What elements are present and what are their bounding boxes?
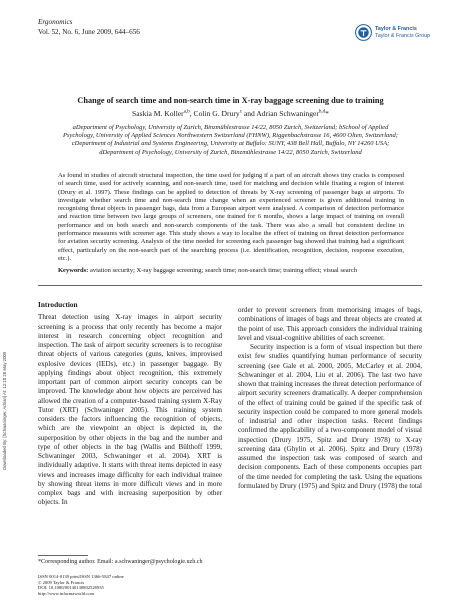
introduction-heading: Introduction xyxy=(38,300,78,309)
issn-line: ISSN 0014-0139 print/ISSN 1366-5847 online xyxy=(38,574,124,579)
journal-volume-line: Vol. 52, No. 6, June 2009, 644–656 xyxy=(38,27,140,36)
footnote-divider xyxy=(38,555,88,556)
affiliation-line: cDepartment of Industrial and Systems Engineering, University at Buffalo: SUNY, 438 Bell Hall, Buffalo, NY 14260 USA; xyxy=(71,140,390,148)
copyright-line: © 2009 Taylor & Francis xyxy=(38,579,85,585)
publisher-name: Taylor & Francis xyxy=(375,25,417,32)
body-paragraph: order to prevent screeners from memorising images of bags, combinations of images of bags and threat objects are created at the point of use. This approach considers the individual training level and visual-cognitive abilities of each screener. xyxy=(238,306,422,342)
journal-header xyxy=(38,18,140,37)
keywords xyxy=(58,267,404,275)
taylor-francis-logo-icon xyxy=(355,24,372,41)
corresponding-author-footnote: *Corresponding author. Email: a.schwaninger@psychologie.uzh.ch xyxy=(38,559,203,565)
section-divider xyxy=(38,285,422,286)
journal-name: Ergonomics xyxy=(38,18,73,26)
issn-block xyxy=(38,574,124,597)
body-paragraph: Security inspection is a form of visual inspection but there exist few studies quantifying human performance of security screening (see Gale et al. 2000, 2005, McCarley et al. 2004, Schwaninger et al. 2004, Liu et al. 2006). The last two have shown that training increases the threat detection performance of airport security screeners dramatically. A deeper comprehension of the effect of training could be gained if the specific task of security inspection could be compared to more general models of industrial and other inspection tasks. Recent findings confirmed the applicability of a two-component model of visual inspection (Drury 1975, Spitz and Drury 1978) to X-ray screening data (Ghylin et al. 2006). Spitz and Drury (1978) assumed the inspection task was composed of search and decision components. Each of these components occupies part of the time needed for completing the task. Using the equations formulated by Drury (1975) and Spitz and Drury (1978) the total xyxy=(238,343,422,490)
keywords-list: aviation security; X-ray baggage screening; search time; non-search time; training effect; visual search xyxy=(89,267,357,274)
affiliation-line: dDepartment of Psychology, University of Zurich, Binzmühlestrasse 14/22, 8050 Zurich, Switzerland xyxy=(99,148,362,156)
affiliation-line: Psychology, University of Applied Sciences Northwestern Switzerland (FHNW), Riggenbachstrasse 16, 4600 Olten, Switzerland; xyxy=(63,132,398,140)
download-stamp xyxy=(0,280,12,470)
doi-line: DOI: 10.1080/00140130802526935 xyxy=(38,585,104,591)
download-stamp-text: Downloaded By: [Schwaninger, Adrian] At: 12:10 28 May 2009 xyxy=(2,351,7,470)
publisher-url[interactable]: http://www.informaworld.com xyxy=(38,591,95,597)
article-authors: Saskia M. Koller$^{a,b}$, Colin G. Drury$^c$ and Adrian Schwaninger$^{b,d}$* xyxy=(132,109,329,118)
abstract: As found in studies of aircraft structural inspection, the time used for judging if a part of an aircraft shows tiny cracks is composed of search time, used for actively scanning, and non-search time, used for matching and decision while fixating a region of interest (Drury et al. 1997). These findings can be applied to detection of threats by X-ray screening of passenger bags at airports. To investigate whether search time and non-search time change when an experienced screener is given additional training in recognising threat objects in passenger bags, data from a European airport were analysed. A comparison of detection performance and reaction time between two large groups of screeners, one trained for 6 months, shows a large impact of training on overall performance and on both search and non-search components of the task. There was also a small but consistent decline in performance measures with screener age. This study shows a way to localise the effect of training on threat detection performance for aviation security screening. Analysis of the time needed for screening each passenger bag showed that training had a significant effect, particularly on the non-search part of the searching process (i.e. identification, recognition, decision, response execution, etc.). xyxy=(58,172,404,262)
affiliations xyxy=(40,124,421,157)
article-title: Change of search time and non-search time in X-ray baggage screening due to training xyxy=(77,96,384,105)
right-column xyxy=(238,306,422,491)
publisher-logo xyxy=(355,24,430,41)
affiliation-line: aDepartment of Psychology, University of Zurich, Binzmühlestrasse 14/22, 8050 Zurich, Switzerland; bSchool of Applied xyxy=(72,124,389,131)
keywords-label: Keywords: xyxy=(58,267,89,274)
left-column xyxy=(38,300,222,508)
body-paragraph: Threat detection using X-ray images in airport security screening is a process that only recently has become a major interest in research concerning object recognition and inspection. The task of airport security screeners is to recognise threat objects of various categories (guns, knives, improvised explosive devices (IEDs), etc.) in passenger baggage. By applying findings about object recognition, this extremely important part of common airport security concepts can be improved. The knowledge about how objects are perceived has allowed the creation of a computer-based training system X-Ray Tutor (XRT) (Schwaninger 2005). This training system considers the factors influencing the recognition of objects, which are the viewpoint an object is depicted in, the superposition by other objects in the bag and the number and type of other objects in the bag (Wallis and Bülthoff 1999, Schwaninger 2003, Schwaninger et al. 2004). XRT is individually adaptive. It starts with threat items depicted in easy views and increases image difficulty for each individual trainee by showing threat items in more difficult views and in more complex bags and with increasing superposition by other objects. In xyxy=(38,313,222,507)
publisher-group: Taylor & Francis Group xyxy=(375,32,431,39)
